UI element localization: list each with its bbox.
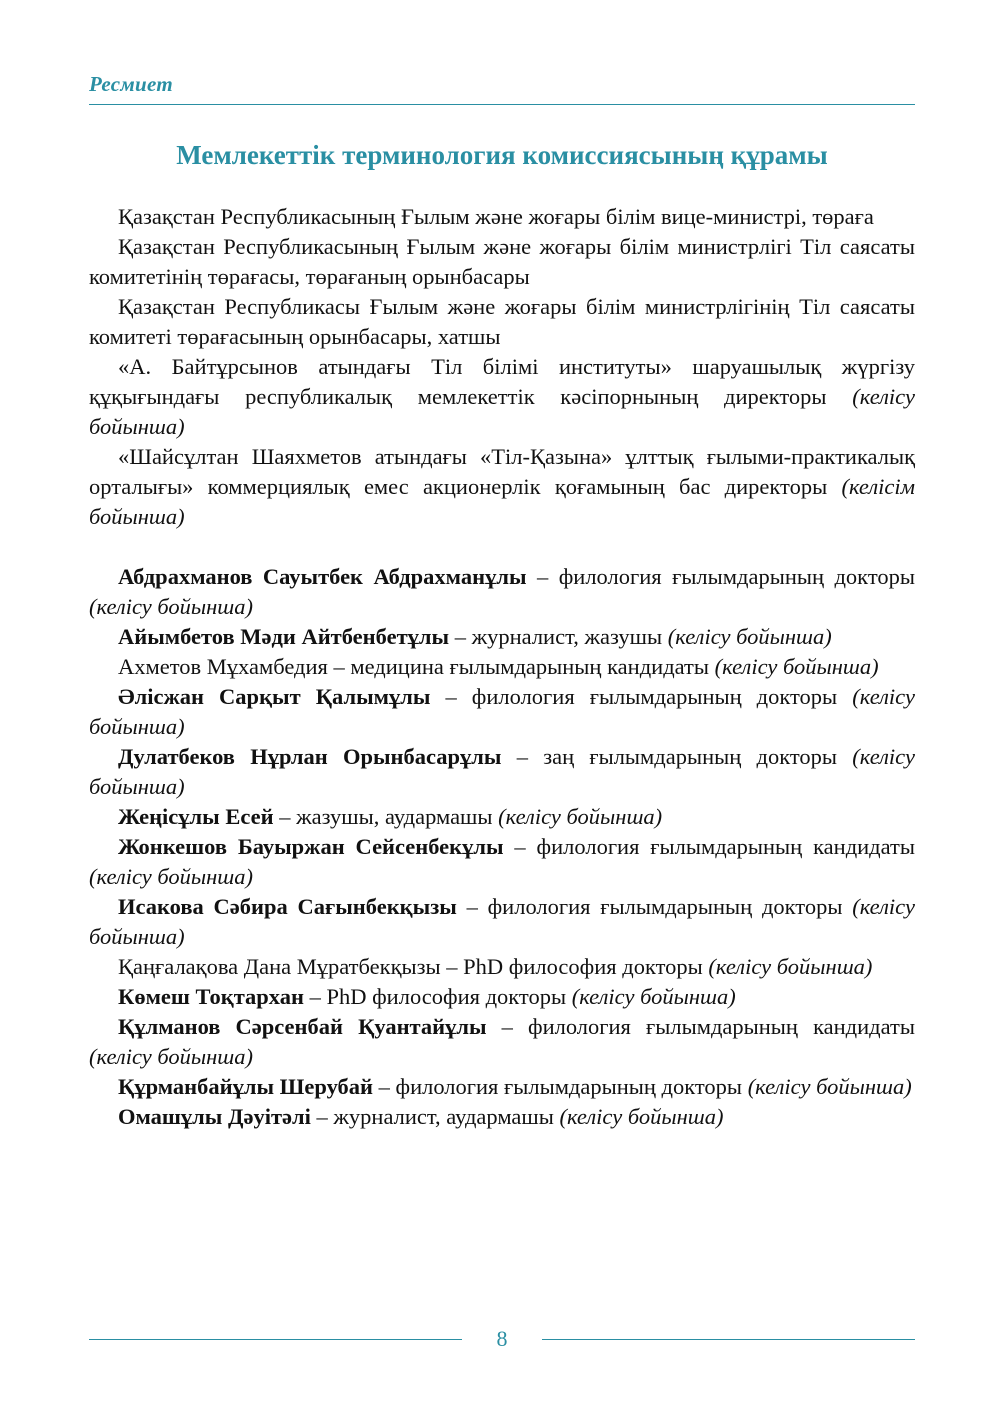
official-item [89, 202, 915, 232]
member-name: Айымбетов Мәди Айтбенбетұлы [118, 624, 450, 649]
member-desc: – филология ғылымдарының докторы [456, 894, 853, 919]
member-desc: – журналист, аудармашы [310, 1104, 560, 1129]
member-note: (келісу бойынша) [714, 654, 879, 679]
footer-divider-right [542, 1339, 915, 1340]
member-name: Жеңісұлы Есей [118, 804, 274, 829]
member-item [89, 1012, 915, 1072]
member-name: Исакова Сәбира Сағынбекқызы [118, 894, 457, 919]
member-name: Абдрахманов Сауытбек Абдрахманұлы [118, 564, 527, 589]
member-desc: – заң ғылымдарының докторы [501, 744, 853, 769]
member-note: (келісу бойынша) [89, 684, 915, 739]
member-note: (келісу бойынша) [89, 594, 254, 619]
member-item [89, 802, 915, 832]
member-item [89, 742, 915, 802]
member-desc: – филология ғылымдарының докторы [430, 684, 853, 709]
member-name: Көмеш Тоқтархан [118, 984, 304, 1009]
member-item [89, 1102, 915, 1132]
official-item [89, 352, 915, 442]
official-item [89, 442, 915, 532]
official-note: (келісу бойынша) [89, 384, 915, 439]
member-desc: – филология ғылымдарының кандидаты [486, 1014, 915, 1039]
member-note: (келісу бойынша) [498, 804, 663, 829]
member-note: (келісу бойынша) [89, 864, 254, 889]
member-note: (келісу бойынша) [89, 744, 915, 799]
page-number: 8 [496, 1326, 508, 1351]
member-desc: – жазушы, аудармашы [273, 804, 499, 829]
header-divider [89, 104, 915, 105]
member-desc: – PhD философия докторы [440, 954, 709, 979]
member-name: Омашұлы Дәуітәлі [118, 1104, 311, 1129]
official-text: Қазақстан Республикасының Ғылым және жоғары білім вице-министрі, төраға [118, 204, 874, 229]
member-item [89, 562, 915, 622]
member-name: Құлманов Сәрсенбай Қуантайұлы [118, 1014, 487, 1039]
member-item [89, 832, 915, 892]
member-item [89, 622, 915, 652]
page-title: Мемлекеттік терминология комиссиясының құрамы [176, 140, 828, 170]
member-note: (келісу бойынша) [708, 954, 873, 979]
member-note: (келісу бойынша) [89, 894, 915, 949]
member-name: Қаңғалақова Дана Мұратбекқызы [118, 954, 441, 979]
commission-list [89, 202, 915, 1132]
member-name: Жонкешов Бауыржан Сейсенбекұлы [118, 834, 504, 859]
member-note: (келісу бойынша) [571, 984, 736, 1009]
member-name: Ахметов Мұхамбедия [118, 654, 328, 679]
official-text: «А. Байтұрсынов атындағы Тіл білімі институты» шаруашылық жүргізу құқығындағы республикалық мемлекеттік кәсіпорнының директоры [89, 354, 915, 409]
member-note: (келісу бойынша) [667, 624, 832, 649]
member-note: (келісу бойынша) [747, 1074, 912, 1099]
official-item [89, 292, 915, 352]
member-desc: – филология ғылымдарының докторы [526, 564, 915, 589]
member-name: Әлісжан Сарқыт Қалымұлы [118, 684, 431, 709]
member-desc: – PhD философия докторы [303, 984, 572, 1009]
member-desc: – филология ғылымдарының докторы [372, 1074, 748, 1099]
member-item [89, 982, 915, 1012]
member-name: Құрманбайұлы Шерубай [118, 1074, 373, 1099]
member-item [89, 892, 915, 952]
member-note: (келісу бойынша) [559, 1104, 724, 1129]
member-name: Дулатбеков Нұрлан Орынбасарұлы [118, 744, 502, 769]
official-text: «Шайсұлтан Шаяхметов атындағы «Тіл-Қазына» ұлттық ғылыми-практикалық орталығы» коммерциялық емес акционерлік қоғамының бас директоры [89, 444, 915, 499]
official-note: (келісім бойынша) [89, 474, 915, 529]
member-item [89, 1072, 915, 1102]
member-desc: – журналист, жазушы [449, 624, 668, 649]
member-desc: – медицина ғылымдарының кандидаты [327, 654, 715, 679]
official-item [89, 232, 915, 292]
member-desc: – филология ғылымдарының кандидаты [503, 834, 915, 859]
official-text: Қазақстан Республикасы Ғылым және жоғары білім министрлігінің Тіл саясаты комитеті төрағасының орынбасары, хатшы [89, 294, 915, 349]
footer-divider-left [89, 1339, 462, 1340]
member-note: (келісу бойынша) [89, 1044, 254, 1069]
official-text: Қазақстан Республикасының Ғылым және жоғары білім министрлігі Тіл саясаты комитетінің төрағасы, төрағаның орынбасары [89, 234, 915, 289]
member-item [89, 952, 915, 982]
section-label: Ресмиет [89, 72, 173, 96]
member-item [89, 652, 915, 682]
member-item [89, 682, 915, 742]
